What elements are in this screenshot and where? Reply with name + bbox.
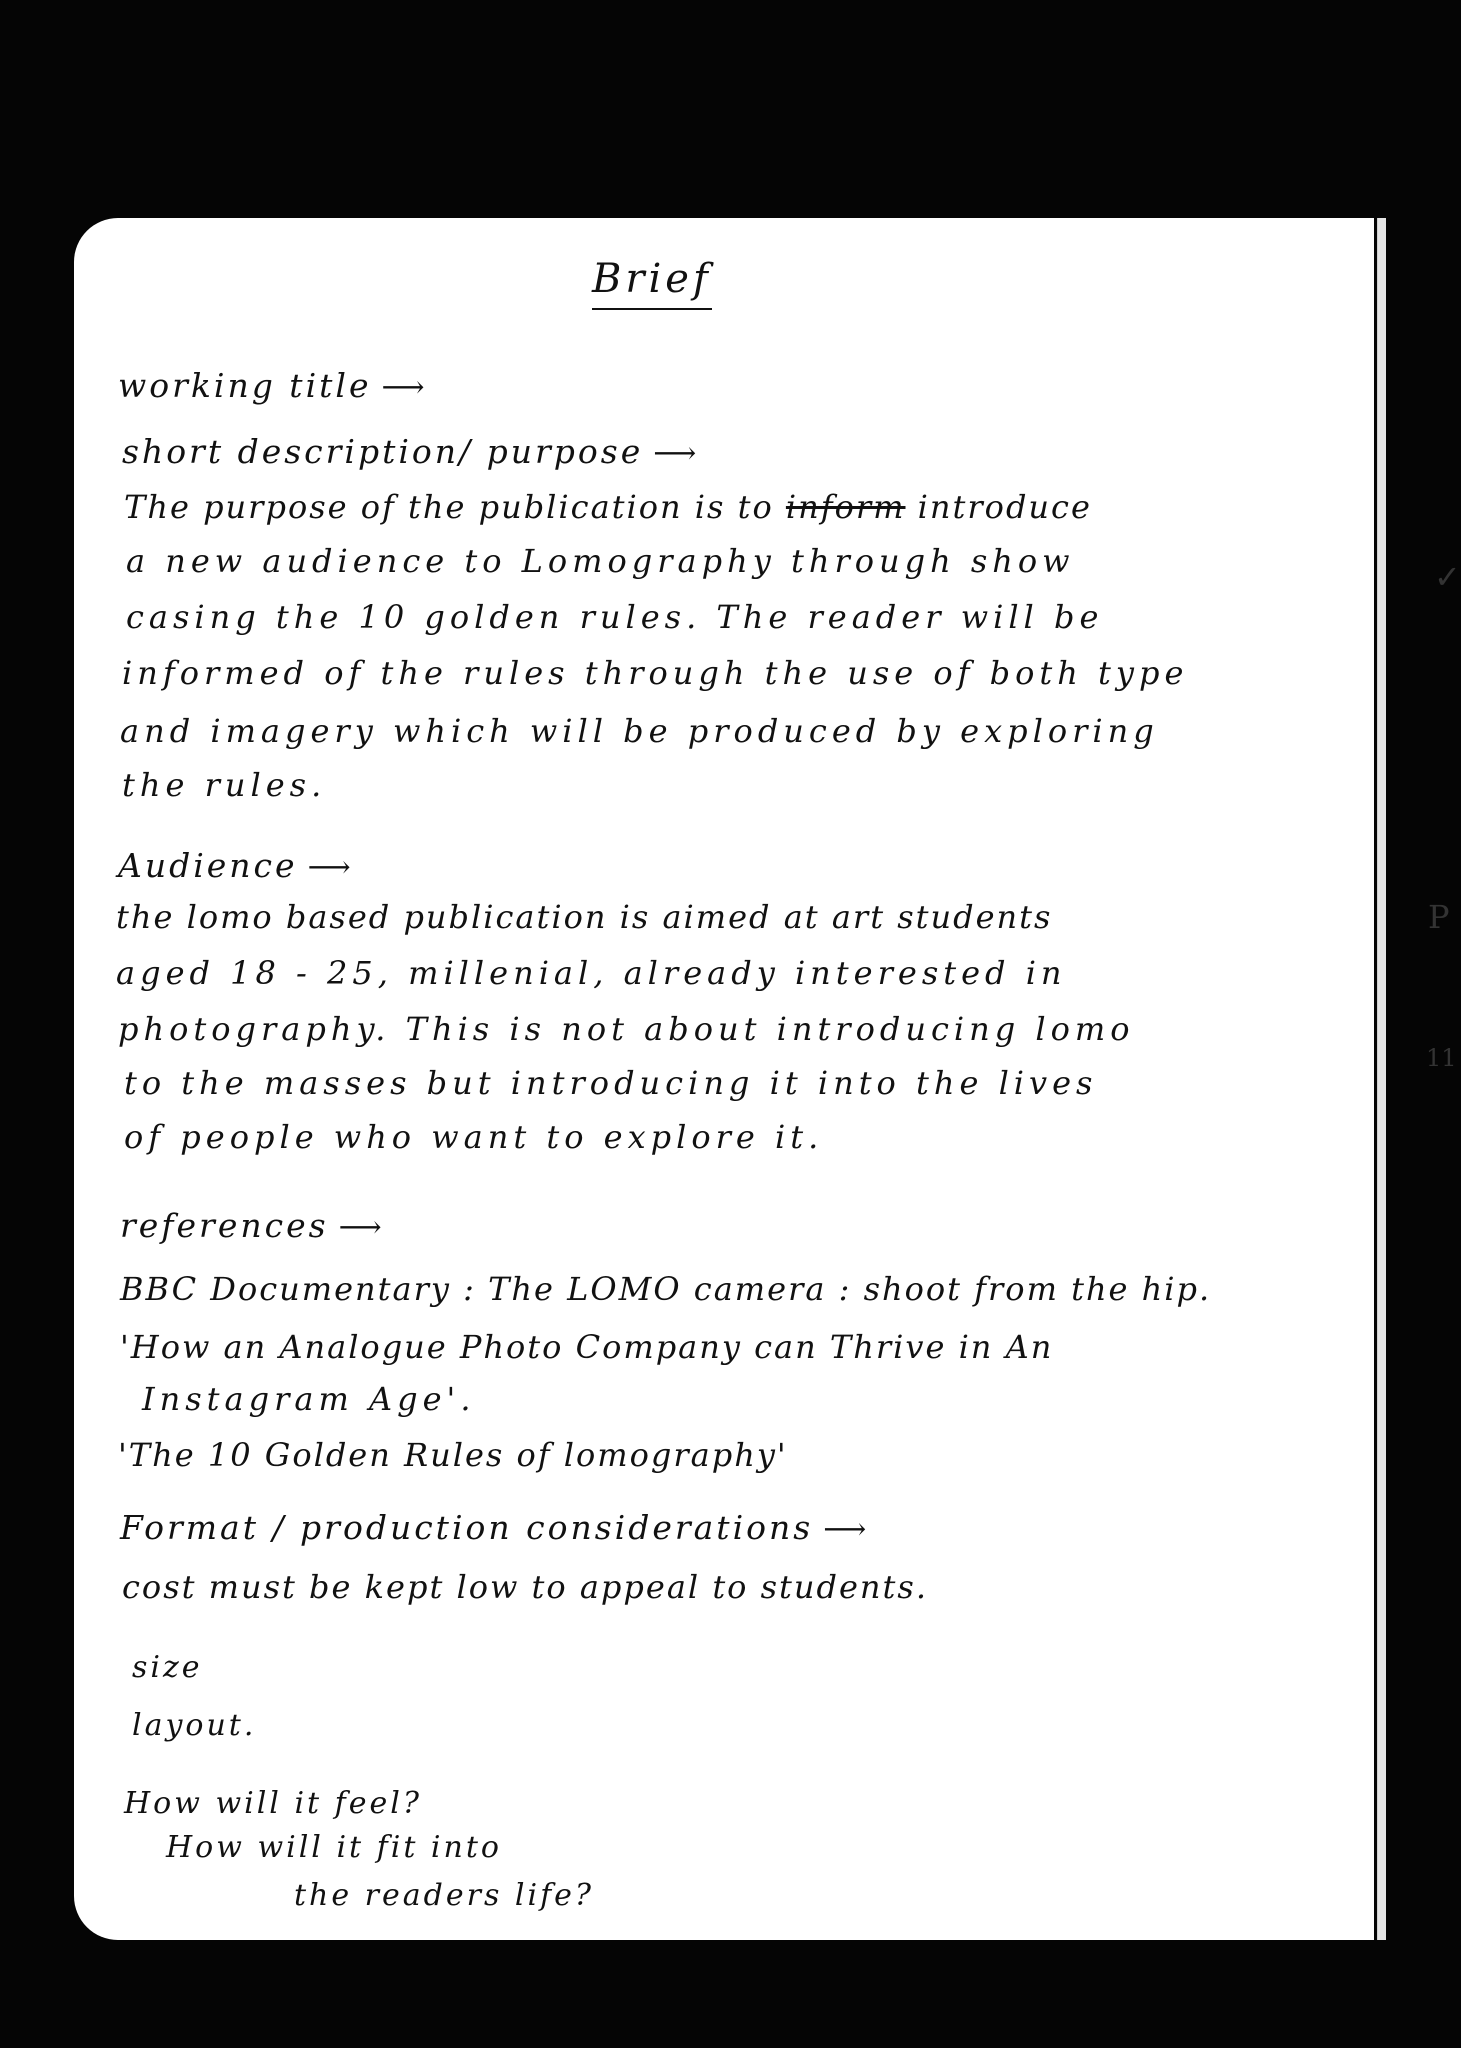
- struck-word: inform: [785, 488, 906, 526]
- description-text: introduce: [905, 488, 1092, 526]
- facing-page-letter: P: [1428, 898, 1450, 936]
- arrow-right-icon: ⟶: [823, 1512, 870, 1547]
- references-label: references: [120, 1206, 329, 1245]
- arrow-right-icon: ⟶: [653, 436, 700, 471]
- description-line: the rules.: [122, 766, 327, 804]
- audience-line: photography. This is not about introducing lomo: [118, 1010, 1135, 1048]
- reference-line: 'How an Analogue Photo Company can Thrive in An: [120, 1328, 1054, 1366]
- audience-line: to the masses but introducing it into the lives: [124, 1064, 1098, 1102]
- note-fit: How will it fit into: [166, 1830, 502, 1865]
- arrow-right-icon: ⟶: [338, 1210, 385, 1245]
- reference-line: BBC Documentary : The LOMO camera : shoot from the hip.: [120, 1270, 1212, 1308]
- description-text: The purpose of the publication is to: [124, 488, 786, 526]
- audience-line: of people who want to explore it.: [124, 1118, 824, 1156]
- audience-line: aged 18 - 25, millenial, already interested in: [116, 954, 1067, 992]
- description-line: informed of the rules through the use of both type: [122, 654, 1189, 692]
- arrow-right-icon: ⟶: [307, 850, 354, 885]
- description-line: casing the 10 golden rules. The reader will be: [126, 598, 1104, 636]
- references-heading: [120, 1206, 385, 1245]
- format-label: Format / production considerations: [120, 1508, 814, 1547]
- description-heading: [122, 432, 699, 471]
- arrow-right-icon: ⟶: [381, 370, 428, 405]
- description-label: short description/ purpose: [122, 432, 644, 471]
- note-size: size: [132, 1650, 203, 1685]
- notebook-page: [74, 218, 1374, 1940]
- description-line: and imagery which will be produced by exploring: [120, 712, 1159, 750]
- audience-heading: [118, 846, 354, 885]
- reference-line: Instagram Age'.: [142, 1380, 476, 1418]
- note-fit-continued: the readers life?: [294, 1878, 595, 1913]
- facing-page-marks: [1420, 218, 1461, 1940]
- note-feel: How will it feel?: [124, 1786, 422, 1821]
- description-line: [124, 488, 1092, 526]
- working-title-heading: [118, 366, 427, 405]
- reference-line: 'The 10 Golden Rules of lomography': [118, 1436, 788, 1474]
- format-heading: [120, 1508, 869, 1547]
- audience-line: the lomo based publication is aimed at art students: [116, 898, 1053, 936]
- format-line: cost must be kept low to appeal to students.: [122, 1568, 928, 1606]
- check-mark: ✓: [1434, 558, 1461, 596]
- page-title: Brief: [592, 256, 712, 310]
- audience-label: Audience: [118, 846, 298, 885]
- note-layout: layout.: [132, 1708, 257, 1743]
- working-title-label: working title: [118, 366, 372, 405]
- page-fold: [1377, 218, 1386, 1940]
- description-line: a new audience to Lomography through show: [126, 542, 1075, 580]
- facing-page-number: 11: [1426, 1044, 1457, 1072]
